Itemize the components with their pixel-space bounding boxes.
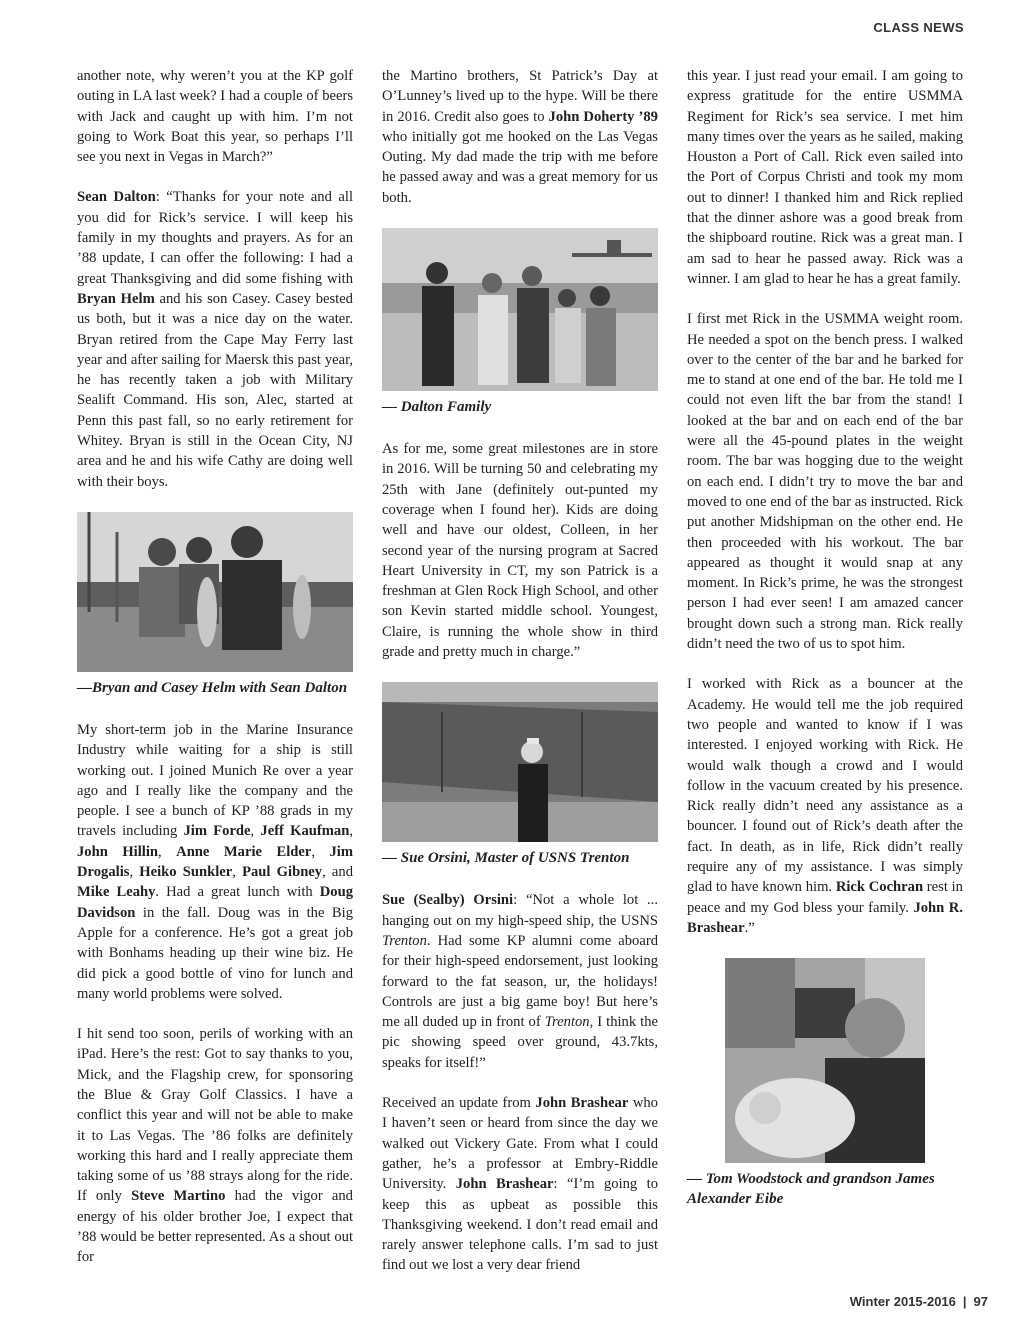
fishing-photo — [77, 512, 353, 672]
person-name: Jim Drogalis — [77, 843, 353, 881]
section-label: CLASS NEWS — [873, 20, 964, 35]
beach-family-photo-image — [382, 228, 658, 391]
person-name: John Doherty ’89 — [548, 108, 658, 125]
person-name: John Brashear — [535, 1095, 629, 1112]
paragraph: this year. I just read your email. I am going to express gratitude for the entire USMMA Regiment for Rick’s sea service. I met him many times over the years as he sailed, making Houston a Port of Call. Rick even sailed into the Port of Corpus Christi and took my mom out to dinner! I thanked him and Rick replied that the dinner ashore was a good break from the shipboard routine. Rick was a great man. I am sad to hear he passed away. Rick was a winner. I am glad to hear he has a great family. — [687, 68, 963, 287]
paragraph: Received an update from John Brashear who I haven’t seen or heard from since the day we walked out Vickery Gate. From what I could gather, he’s a professor at Embry-Riddle University. John Brashear: “I’m going to keep this as upbeat as possible this Thanksgiving weekend. I don’t read email and rarely answer telephone calls. I’m sad to just find out we lost a very dear friend — [382, 1095, 658, 1274]
person-name: Anne Marie Elder — [176, 843, 312, 860]
paragraph: Sue (Sealby) Orsini: “Not a whole lot ... hanging out on my high-speed ship, the USNS Trenton. Had some KP alumni come aboard for their high-speed endorsement, just looking forward to the fat season, ur, the holidays! Controls are just a big game boy! But here’s me all duded up in front of Trenton, I think the pic showing speed over ground, 43.7kts, speaks for itself!” — [382, 892, 658, 1071]
page-footer — [850, 1294, 988, 1309]
ship-captain-photo — [382, 682, 658, 842]
photo-caption: —Bryan and Casey Helm with Sean Dalton — [77, 679, 348, 696]
person-name: Paul Gibney — [242, 864, 323, 881]
page-number: 97 — [973, 1294, 988, 1309]
grandfather-baby-photo-image — [725, 958, 925, 1163]
issue-label: Winter 2015-2016 — [849, 1294, 956, 1309]
ship-captain-photo-image — [382, 682, 658, 842]
column-2 — [382, 66, 658, 1276]
column-3 — [687, 66, 963, 1231]
person-name: Doug Davidson — [77, 884, 353, 921]
paragraph: I first met Rick in the USMMA weight room. He needed a spot on the bench press. I walked over to the center of the bar and he barked for me to stand at one end of the bar. He told me I could not even lift the bar from the stand! I looked at the bar and on each end of the bar were all the 45-pound plates in the weight room. The bar was hogging due to the weight on each end. I didn’t try to move the bar and moved to one end of the bar as instructed. Rick put another Midshipman on the other end. He then proceeded with his workout. The bar appeared as thought it would snap at any moment. In Rick’s prime, he was the strongest person I had ever seen! I am amazed cancer brought down such a strong man. Rick really didn’t need the two of us to spot him. — [687, 311, 963, 653]
grandfather-baby-photo — [725, 958, 925, 1163]
person-name: Steve Martino — [131, 1188, 226, 1205]
person-name: Heiko Sunkler — [139, 864, 233, 881]
person-name: Rick Cochran — [835, 879, 924, 896]
person-name: John Hillin — [77, 843, 159, 860]
paragraph: My short-term job in the Marine Insurance Industry while waiting for a ship is still working out. I joined Munich Re over a year ago and I really like the company and the people. I see a bunch of KP ’88 grads in my travels including Jim Forde, Jeff Kaufman, John Hillin, Anne Marie Elder, Jim Drogalis, Heiko Sunkler, Paul Gibney, and Mike Leahy. Had a great lunch with Doug Davidson in the fall. Doug was in the Big Apple for a conference. He’s got a great job with Bonhams heading up their wine biz. He did pick a good bottle of vino for lunch and many world problems were solved. — [77, 721, 354, 1002]
person-name: Jim Forde — [183, 823, 251, 840]
person-name: Jeff Kaufman — [260, 823, 350, 840]
paragraph: I hit send too soon, perils of working with an iPad. Here’s the rest: Got to say thanks to you, Mick, and the Flagship crew, for sponsoring the Blue & Gray Golf Classics. I have a conflict this year and will not be able to make it to Las Vegas. The ’86 folks are definitely working this hard and I really appreciate them taking some of us ’88 strays along for the ride. If only Steve Martino had the vigor and energy of his older brother Joe, I expect that ’88 would be better represented. As a shout out for — [77, 1026, 353, 1266]
person-name: Mike Leahy — [77, 884, 156, 901]
paragraph: As for me, some great milestones are in store in 2016. Will be turning 50 and celebrating my 25th with Jane (definitely out-punted my coverage when I found her). Kids are doing well and have our oldest, Colleen, in her second year of the nursing program at Sacred Heart University in CT, my son Patrick is a freshman at Glen Rock High School, and other son Kevin started middle school. Youngest, Claire, is running the whole show in third grade and pretty much in charge.” — [382, 441, 658, 661]
person-name: Sean Dalton — [77, 189, 156, 206]
paragraph: I worked with Rick as a bouncer at the Academy. He would tell me the job required two people and wanted to know if I was interested. I enjoyed working with Rick. He would walk though a crowd and I would follow in the vacuum created by his presence. Rick really didn’t need any assistance as a bouncer. I found out of Rick’s death after the fact. In death, as in life, Rick didn’t really require any of my assistance. I was simply glad to have known him. Rick Cochran rest in peace and my God bless your family. John R. Brashear.” — [687, 676, 963, 936]
photo-caption: — Tom Woodstock and grandson James Alexander Eibe — [687, 1171, 935, 1208]
fishing-photo-image — [77, 512, 353, 672]
person-name: John Brashear — [455, 1176, 554, 1193]
separator: | — [962, 1294, 967, 1309]
person-name: Bryan Helm — [77, 290, 155, 307]
column-1 — [77, 66, 353, 1268]
photo-caption: — Sue Orsini, Master of USNS Trenton — [382, 850, 630, 867]
paragraph: the Martino brothers, St Patrick’s Day at O’Lunney’s lived up to the hype. Will be there in 2016. Credit also goes to John Doherty ’89 who initially got me hooked on the Las Vegas Outing. My dad made the trip with me before he passed away and was a great memory for us both. — [382, 68, 658, 206]
person-name: John R. Brashear — [687, 899, 963, 936]
photo-caption: — Dalton Family — [382, 399, 492, 416]
person-name: Sue (Sealby) Orsini — [382, 892, 514, 909]
paragraph: another note, why weren’t you at the KP golf outing in LA last week? I had a couple of beers with Jack and caught up with him. I’m not going to Work Boat this year, so perhaps I’ll see you next in Vegas in March?” — [77, 68, 353, 166]
beach-family-photo — [382, 228, 658, 391]
paragraph: Sean Dalton: “Thanks for your note and all you did for Rick’s service. I will keep his family in my thoughts and prayers. As for an ’88 update, I can offer the following: I had a great Thanksgiving and did some fishing with Bryan Helm and his son Casey. Casey bested us both, but it was a nice day on the water. Bryan retired from the Cape May Ferry last year and after sailing for Maersk this past year, he has recently taken a job with Military Sealift Command. His son, Alec, started at Penn this past fall, so no early retirement for Whitey. Bryan is still in the Ocean City, NJ area and he and his wife Cathy are doing well with their boys. — [77, 189, 353, 490]
